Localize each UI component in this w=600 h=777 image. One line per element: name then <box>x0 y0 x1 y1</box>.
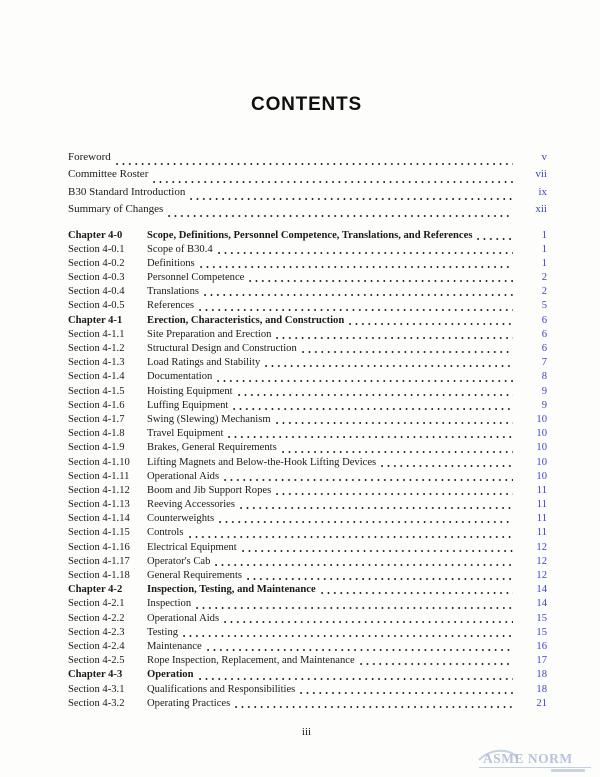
dot-leader <box>302 351 513 353</box>
watermark-subtext <box>551 769 585 772</box>
page-number-link[interactable]: 9 <box>541 399 547 411</box>
page-number-link[interactable]: 14 <box>536 598 547 610</box>
toc-entry-title: Brakes, General Requirements <box>147 442 277 454</box>
page-number-link[interactable]: 2 <box>541 286 547 298</box>
toc-row <box>68 427 547 441</box>
page-number-link[interactable]: 12 <box>536 570 547 581</box>
toc-row <box>68 668 547 682</box>
toc-entry-title: Definitions <box>147 257 195 269</box>
dot-leader <box>300 692 513 694</box>
page-number-link[interactable]: 21 <box>536 697 547 709</box>
page-number-link[interactable]: 6 <box>541 314 547 326</box>
dot-leader <box>238 394 513 396</box>
toc-row <box>68 257 547 271</box>
toc-entry-label: Section 4-1.2 <box>68 343 125 354</box>
toc-entry-title: Electrical Equipment <box>147 541 237 553</box>
toc-row <box>68 399 547 413</box>
toc-entry-title: Load Ratings and Stability <box>147 357 261 369</box>
toc-row <box>68 683 547 697</box>
toc-entry-label: Chapter 4-3 <box>68 669 123 681</box>
toc-entry-title: Swing (Slewing) Mechanism <box>147 413 271 425</box>
toc-entry-label: Section 4-1.8 <box>68 428 125 440</box>
page-number-link[interactable]: 12 <box>536 541 547 553</box>
toc-row <box>68 314 547 328</box>
toc-row <box>68 498 547 512</box>
toc-entry-label: Section 4-0.1 <box>68 243 125 255</box>
dot-leader <box>196 607 513 609</box>
toc-entry-label: Section 4-1.17 <box>68 555 130 567</box>
page-number-link[interactable]: 11 <box>536 484 547 496</box>
toc-entry-title: Hoisting Equipment <box>147 385 233 397</box>
dot-leader <box>204 294 513 296</box>
toc-row <box>68 441 547 455</box>
toc-entry-title: Lifting Magnets and Below-the-Hook Lifting Devices <box>147 456 377 468</box>
toc-entry-label: Section 4-1.18 <box>68 570 130 581</box>
toc-entry-title: Erection, Characteristics, and Construction <box>147 314 345 326</box>
page-number-link[interactable]: 10 <box>536 456 547 468</box>
toc-entry-title: Inspection, Testing, and Maintenance <box>147 584 316 596</box>
toc-entry-label: Section 4-1.13 <box>68 499 130 511</box>
dot-leader <box>116 163 513 165</box>
page-number-link[interactable]: 11 <box>536 513 547 525</box>
toc-entry-title: Travel Equipment <box>147 428 224 440</box>
toc-entry-title: Testing <box>147 626 179 638</box>
toc-row <box>68 385 547 399</box>
page-number-link[interactable]: 1 <box>541 229 547 241</box>
toc-entry-label: Section 4-1.7 <box>68 413 125 425</box>
toc-entry-title: Inspection <box>147 598 192 610</box>
toc-list <box>68 229 547 711</box>
toc-entry-title: Luffing Equipment <box>147 399 229 411</box>
toc-entry-title: Controls <box>147 527 184 539</box>
page-number-link[interactable]: 8 <box>541 371 547 383</box>
toc-entry-label: Section 4-2.4 <box>68 640 125 652</box>
toc-row <box>68 541 547 555</box>
page-number-link[interactable]: 15 <box>536 626 547 638</box>
dot-leader <box>247 578 513 580</box>
dot-leader <box>217 380 513 382</box>
toc-row <box>68 243 547 257</box>
toc-entry-label: Section 4-1.16 <box>68 541 130 553</box>
toc-entry-title: Structural Design and Construction <box>147 343 297 354</box>
dot-leader <box>183 635 513 637</box>
toc-entry-title: Site Preparation and Erection <box>147 328 272 340</box>
page-number-link[interactable]: 7 <box>541 357 547 369</box>
toc-entry-title: Reeving Accessories <box>147 499 235 511</box>
toc-entry-label: Chapter 4-1 <box>68 314 123 326</box>
toc-entry-title: Documentation <box>147 371 213 383</box>
dot-leader <box>276 493 513 495</box>
dot-leader <box>282 451 513 453</box>
page-number-link[interactable]: 15 <box>536 612 547 624</box>
front-matter-title: Committee Roster <box>68 168 149 181</box>
toc-row <box>68 356 547 370</box>
toc-entry-title: Counterweights <box>147 513 215 525</box>
dot-leader <box>199 678 514 680</box>
front-matter-row <box>68 151 547 168</box>
front-matter-row <box>68 168 547 185</box>
toc-entry-title: Scope of B30.4 <box>147 243 213 255</box>
toc-entry-label: Section 4-1.15 <box>68 527 130 539</box>
dot-leader <box>215 564 513 566</box>
toc-row <box>68 285 547 299</box>
asme-norm-watermark <box>477 748 595 774</box>
page-title: CONTENTS <box>251 94 362 115</box>
toc-entry-label: Section 4-1.1 <box>68 328 125 340</box>
dot-leader <box>199 309 513 311</box>
page-number-link[interactable]: 11 <box>536 527 547 539</box>
toc-row <box>68 526 547 540</box>
page-number-link[interactable]: 11 <box>536 499 547 511</box>
toc-row <box>68 597 547 611</box>
dot-leader <box>249 280 513 282</box>
page-number-link[interactable]: 6 <box>541 343 547 354</box>
toc-entry-title: Qualifications and Responsibilities <box>147 683 296 695</box>
toc-entry-label: Section 4-0.4 <box>68 286 125 298</box>
toc-entry-label: Chapter 4-2 <box>68 584 123 596</box>
toc-row <box>68 299 547 313</box>
dot-leader <box>190 198 513 200</box>
toc-entry-title: Scope, Definitions, Personnel Competence, Translations, and References <box>147 229 473 241</box>
toc-entry-title: Operating Practices <box>147 697 231 709</box>
page-number-link[interactable]: 12 <box>536 555 547 567</box>
page-number-link[interactable]: 1 <box>541 243 547 255</box>
toc-entry-label: Chapter 4-0 <box>68 229 123 241</box>
dot-leader <box>219 521 513 523</box>
footer-page-number: iii <box>301 726 312 738</box>
toc-entry-title: General Requirements <box>147 570 243 581</box>
page-number-link[interactable]: 5 <box>541 300 547 312</box>
toc-row <box>68 583 547 597</box>
toc-row <box>68 555 547 569</box>
dot-leader <box>153 181 513 183</box>
toc-entry-title: Maintenance <box>147 640 202 652</box>
page-number-link[interactable]: 14 <box>536 584 547 596</box>
watermark-text: ASME NORM <box>483 751 573 766</box>
page-number-link[interactable]: 16 <box>536 640 547 652</box>
page-number-link[interactable]: 10 <box>536 428 547 440</box>
toc-entry-title: Operator's Cab <box>147 555 211 567</box>
toc-entry-label: Section 4-1.14 <box>68 513 130 525</box>
dot-leader <box>265 365 513 367</box>
toc-row <box>68 328 547 342</box>
toc-entry-title: Rope Inspection, Replacement, and Maintenance <box>147 655 355 667</box>
toc-entry-label: Section 4-3.2 <box>68 697 125 709</box>
dot-leader <box>477 238 513 240</box>
dot-leader <box>207 649 513 651</box>
toc-entry-label: Section 4-3.1 <box>68 683 125 695</box>
dot-leader <box>224 621 513 623</box>
toc-entry-label: Section 4-1.6 <box>68 399 125 411</box>
toc-row <box>68 612 547 626</box>
page-number-link[interactable]: ix <box>538 185 547 198</box>
page-number-link[interactable]: xii <box>535 202 547 215</box>
front-matter-title: Summary of Changes <box>68 202 164 215</box>
toc-entry-label: Section 4-0.3 <box>68 272 125 284</box>
page-number-link[interactable]: v <box>541 151 547 163</box>
dot-leader <box>349 323 513 325</box>
dot-leader <box>242 550 513 552</box>
toc-row <box>68 626 547 640</box>
toc-entry-title: Operational Aids <box>147 470 220 482</box>
toc-entry-label: Section 4-2.1 <box>68 598 125 610</box>
dot-leader <box>233 408 513 410</box>
page-number-link[interactable]: 18 <box>536 683 547 695</box>
page-number-link[interactable]: 9 <box>541 385 547 397</box>
toc-entry-label: Section 4-0.2 <box>68 257 125 269</box>
page-number-link[interactable]: 17 <box>536 655 547 667</box>
watermark-underline <box>479 767 591 768</box>
toc-entry-title: Personnel Competence <box>147 272 245 284</box>
dot-leader <box>360 663 513 665</box>
page-number-link[interactable]: 6 <box>541 328 547 340</box>
toc-row <box>68 413 547 427</box>
dot-leader <box>240 507 513 509</box>
toc-entry-title: Boom and Jib Support Ropes <box>147 484 272 496</box>
toc-row <box>68 456 547 470</box>
toc-entry-label: Section 4-1.12 <box>68 484 130 496</box>
toc-row <box>68 640 547 654</box>
toc-row <box>68 370 547 384</box>
toc-entry-label: Section 4-0.5 <box>68 300 125 312</box>
front-matter-title: B30 Standard Introduction <box>68 185 186 198</box>
toc-row <box>68 697 547 711</box>
dot-leader <box>224 479 513 481</box>
toc-entry-label: Section 4-1.11 <box>68 470 130 482</box>
toc-entry-label: Section 4-1.3 <box>68 357 125 369</box>
dot-leader <box>321 592 513 594</box>
toc-entry-title: Operational Aids <box>147 612 220 624</box>
front-matter-title: Foreword <box>68 151 111 163</box>
toc-entry-title: Translations <box>147 286 199 298</box>
toc-row <box>68 512 547 526</box>
dot-leader <box>168 215 513 217</box>
toc-entry-label: Section 4-1.4 <box>68 371 125 383</box>
toc-row <box>68 484 547 498</box>
page-number-link[interactable]: 1 <box>541 257 547 269</box>
toc-entry-title: Operation <box>147 669 194 681</box>
front-matter-row <box>68 186 547 203</box>
dot-leader <box>276 422 513 424</box>
dot-leader <box>200 266 513 268</box>
front-matter-list <box>68 151 547 220</box>
dot-leader <box>381 465 513 467</box>
toc-entry-label: Section 4-1.5 <box>68 385 125 397</box>
toc-row <box>68 569 547 583</box>
front-matter-row <box>68 203 547 220</box>
dot-leader <box>276 337 513 339</box>
toc-entry-label: Section 4-2.2 <box>68 612 125 624</box>
page-number-link[interactable]: 10 <box>536 470 547 482</box>
toc-entry-label: Section 4-1.10 <box>68 456 130 468</box>
page-number-link[interactable]: vii <box>535 168 547 181</box>
dot-leader <box>218 252 513 254</box>
page-number-link[interactable]: 10 <box>536 442 547 454</box>
page-number-link[interactable]: 2 <box>541 272 547 284</box>
dot-leader <box>228 436 513 438</box>
toc-row <box>68 470 547 484</box>
toc-row <box>68 654 547 668</box>
toc-row <box>68 342 547 356</box>
dot-leader <box>189 536 514 538</box>
toc-row <box>68 229 547 243</box>
page-number-link[interactable]: 18 <box>536 669 547 681</box>
toc-entry-title: References <box>147 300 195 312</box>
page-number-link[interactable]: 10 <box>536 413 547 425</box>
toc-entry-label: Section 4-1.9 <box>68 442 125 454</box>
dot-leader <box>235 706 513 708</box>
toc-row <box>68 271 547 285</box>
toc-entry-label: Section 4-2.3 <box>68 626 125 638</box>
toc-entry-label: Section 4-2.5 <box>68 655 125 667</box>
